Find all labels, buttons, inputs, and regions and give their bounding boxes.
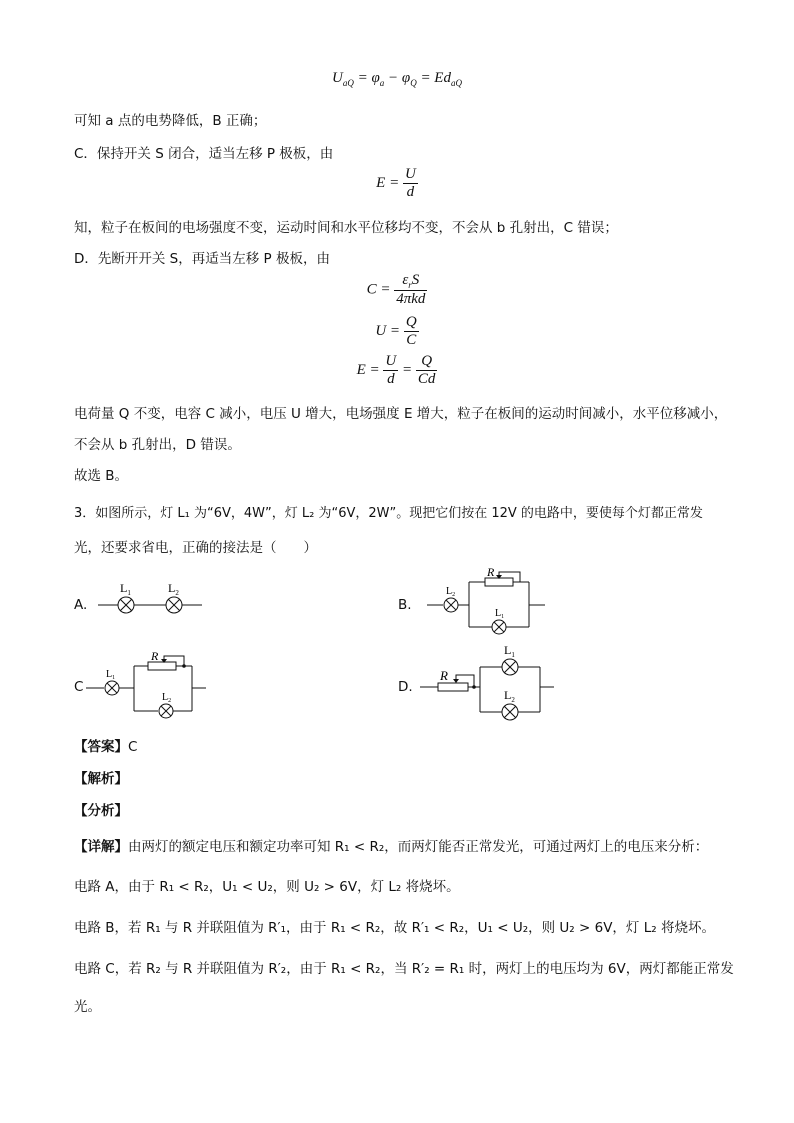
circuit-a (96, 578, 206, 618)
detail-text: 由两灯的额定电压和额定功率可知 R₁ < R₂，而两灯能否正常发光，可通过两灯上的电压来分析： (128, 839, 709, 855)
option-a-label: A. (74, 597, 88, 613)
question-3-line-1: 3．如图所示，灯 L₁ 为“6V，4W”，灯 L₂ 为“6V，2W”。现把它们按在 12V 的电路中，要使每个灯都正常发 (74, 506, 703, 521)
circuit-c (84, 648, 209, 723)
svg-text:R: R (151, 649, 159, 663)
fenxi-tag: 【分析】 (74, 803, 128, 819)
equation-uaq: $U_{aQ} = \varphi_a - \varphi_Q = Ed_{aQ}$ (332, 70, 462, 88)
svg-text:R: R (487, 568, 495, 579)
svg-text:L2: $L_2$ (162, 692, 172, 704)
option-b-label: B. (398, 597, 412, 613)
circuit-c-analysis-2: 光。 (74, 999, 101, 1015)
option-d-label: D. (398, 679, 413, 695)
line-option-c-conclusion: 知，粒子在板间的电场强度不变，运动时间和水平位移均不变，不会从 b 孔射出，C 错误； (74, 220, 618, 236)
answer-value: C (128, 739, 138, 755)
equation-e-u-over-d: E = $\frac{U}{d}$ (376, 166, 416, 201)
analysis-tag: 【解析】 (74, 771, 128, 787)
line-choose-b: 故选 B。 (74, 468, 129, 484)
circuit-a-analysis: 电路 A，由于 R₁ < R₂，U₁ < U₂，则 U₂ > 6V，灯 L₂ 将烧坏。 (74, 879, 460, 895)
svg-text:L1: $L_1$ (495, 608, 505, 620)
equation-voltage: U = $\frac{Q}{C}$ (375, 314, 417, 349)
line-a-potential-drop: 可知 a 点的电势降低，B 正确； (74, 113, 267, 129)
svg-text:R: R (440, 668, 448, 683)
question-3-line-2: 光，还要求省电，正确的接法是（ ） (74, 540, 317, 556)
rheostat-icon (438, 683, 468, 691)
circuit-b-analysis: 电路 B，若 R₁ 与 R 并联阻值为 R′₁，由于 R₁ < R₂，故 R′₁ < R₂，U₁ < U₂，则 U₂ > 6V，灯 L₂ 将烧坏。 (74, 920, 715, 936)
line-option-d-conclusion-1: 电荷量 Q 不变，电容 C 减小，电压 U 增大，电场强度 E 增大，粒子在板间的运动时间减小，水平位移减小， (74, 406, 728, 422)
svg-text:L2: $L_2$ (504, 688, 515, 704)
equation-field-strength: E = $\frac{U}{d}$ = $\frac{Q}{Cd}$ (356, 353, 436, 388)
svg-text:L1: $L_1$ (504, 643, 515, 659)
circuit-c-analysis-1: 电路 C，若 R₂ 与 R 并联阻值为 R′₂，由于 R₁ < R₂，当 R′₂ = R₁ 时，两灯上的电压均为 6V，两灯都能正常发 (74, 961, 734, 977)
line-option-d: D．先断开开关 S，再适当左移 P 极板，由 (74, 251, 330, 267)
svg-text:L2: $L_2$ (446, 586, 456, 598)
circuit-d (418, 640, 558, 725)
detail-paragraph (74, 835, 708, 855)
line-option-d-conclusion-2: 不会从 b 孔射出，D 错误。 (74, 437, 241, 453)
answer-tag: 【答案】 (74, 739, 128, 755)
circuit-b (425, 568, 550, 638)
equation-capacitance: C = $\frac{\varepsilon_rS}{\text{4πkd}}$ (366, 272, 426, 308)
lamp-l1-label: $L_1$ (120, 581, 131, 597)
rheostat-icon (148, 662, 176, 670)
option-c-label: C (74, 679, 84, 695)
rheostat-icon (485, 578, 513, 586)
svg-text:L1: $L_1$ (106, 669, 116, 681)
line-option-c: C．保持开关 S 闭合，适当左移 P 极板，由 (74, 146, 334, 162)
lamp-l2-label: $L_2$ (168, 581, 179, 597)
detail-tag: 【详解】 (74, 839, 128, 855)
answer-section (74, 735, 137, 755)
